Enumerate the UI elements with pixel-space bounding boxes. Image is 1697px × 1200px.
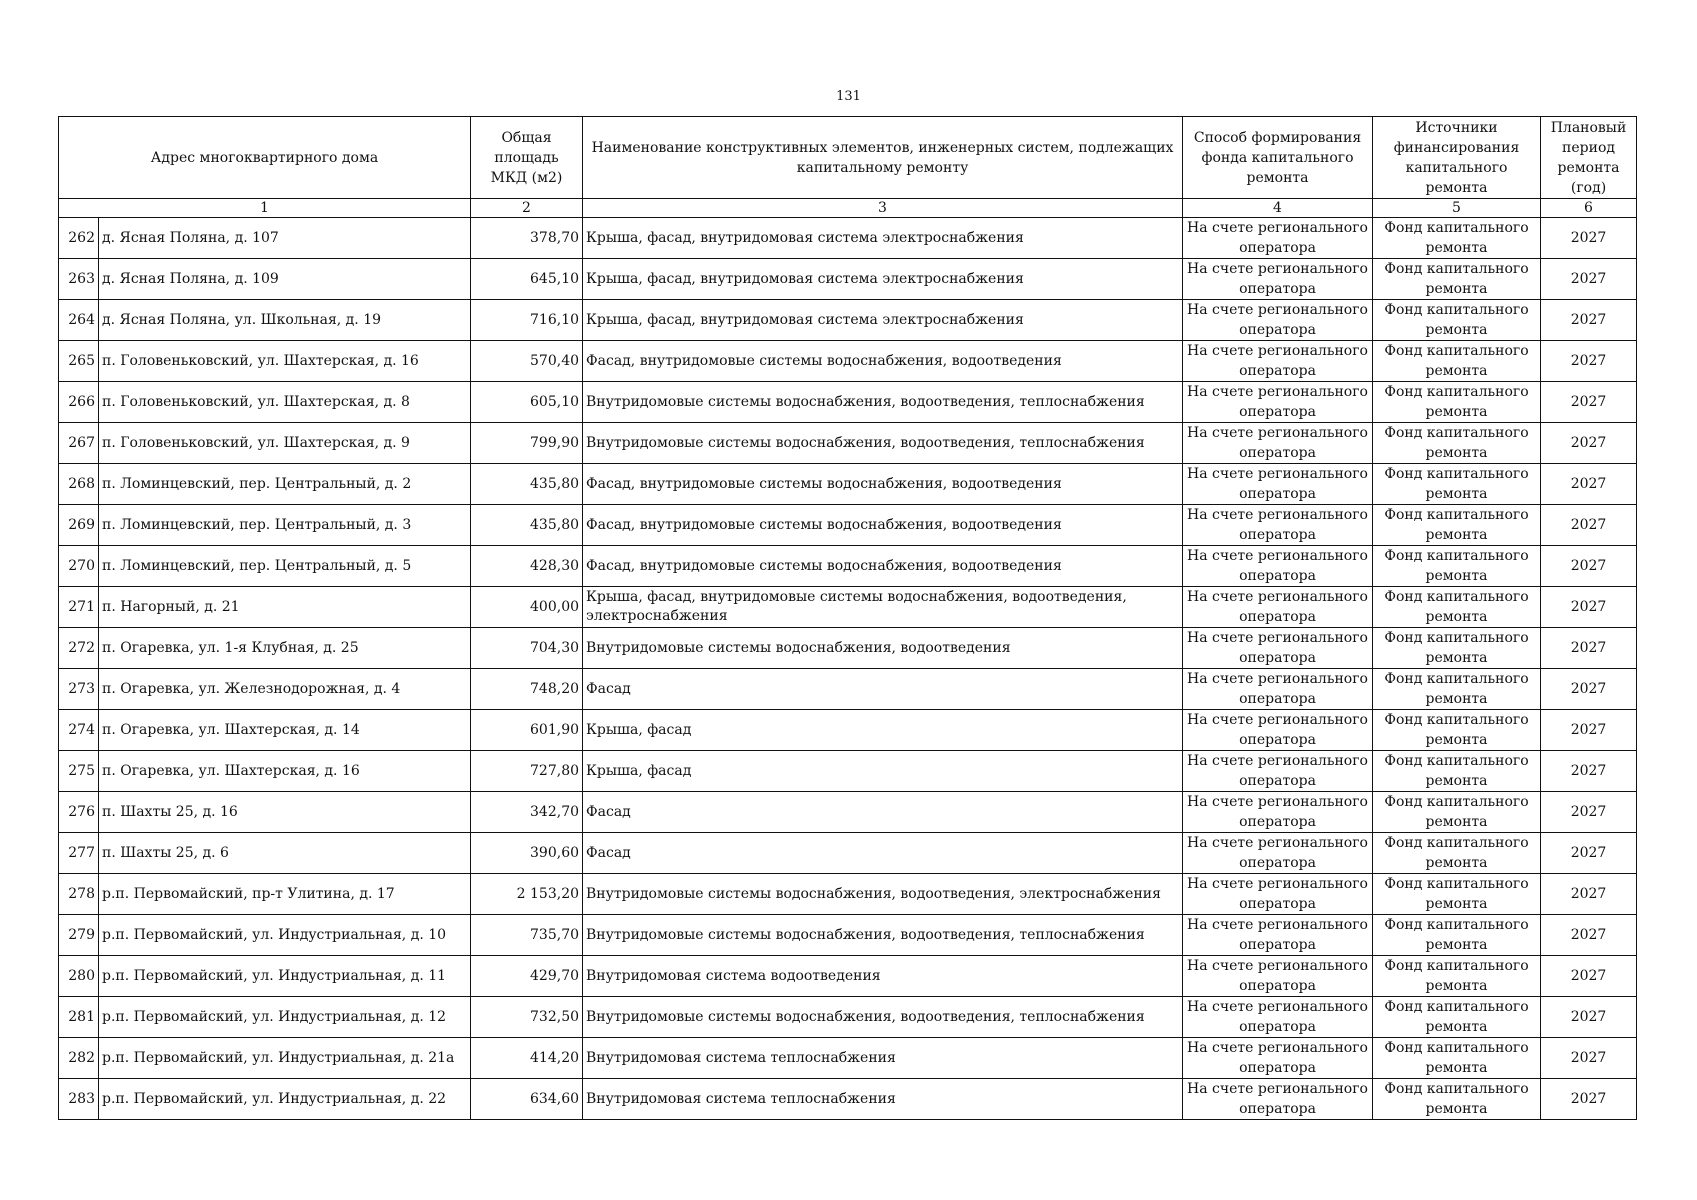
source-cell: Фонд капитального ремонта — [1373, 464, 1541, 505]
row-number: 269 — [59, 505, 99, 546]
elements-cell: Фасад — [583, 833, 1183, 874]
address-cell: р.п. Первомайский, ул. Индустриальная, д. 11 — [99, 956, 471, 997]
source-cell: Фонд капитального ремонта — [1373, 505, 1541, 546]
year-cell: 2027 — [1541, 587, 1637, 628]
elements-cell: Внутридомовые системы водоснабжения, водоотведения, электроснабжения — [583, 874, 1183, 915]
year-cell: 2027 — [1541, 546, 1637, 587]
year-cell: 2027 — [1541, 259, 1637, 300]
year-cell: 2027 — [1541, 464, 1637, 505]
year-cell: 2027 — [1541, 792, 1637, 833]
source-cell: Фонд капитального ремонта — [1373, 300, 1541, 341]
address-cell: д. Ясная Поляна, д. 107 — [99, 218, 471, 259]
row-number: 282 — [59, 1038, 99, 1079]
area-cell: 716,10 — [471, 300, 583, 341]
method-cell: На счете регионального оператора — [1183, 956, 1373, 997]
year-cell: 2027 — [1541, 915, 1637, 956]
table-row — [59, 628, 1637, 669]
address-cell: п. Головеньковский, ул. Шахтерская, д. 9 — [99, 423, 471, 464]
method-cell: На счете регионального оператора — [1183, 259, 1373, 300]
row-number: 273 — [59, 669, 99, 710]
address-cell: д. Ясная Поляна, д. 109 — [99, 259, 471, 300]
table-row — [59, 915, 1637, 956]
elements-cell: Внутридомовая система водоотведения — [583, 956, 1183, 997]
elements-cell: Крыша, фасад, внутридомовые системы водоснабжения, водоотведения, электроснабжения — [583, 587, 1183, 628]
elements-cell: Фасад, внутридомовые системы водоснабжения, водоотведения — [583, 546, 1183, 587]
area-cell: 435,80 — [471, 464, 583, 505]
year-cell: 2027 — [1541, 628, 1637, 669]
year-cell: 2027 — [1541, 751, 1637, 792]
address-cell: р.п. Первомайский, ул. Индустриальная, д. 10 — [99, 915, 471, 956]
row-number: 275 — [59, 751, 99, 792]
table-row — [59, 423, 1637, 464]
table-row — [59, 382, 1637, 423]
address-cell: п. Нагорный, д. 21 — [99, 587, 471, 628]
method-cell: На счете регионального оператора — [1183, 505, 1373, 546]
table-row — [59, 464, 1637, 505]
row-number: 281 — [59, 997, 99, 1038]
column-number: 3 — [583, 199, 1183, 218]
year-cell: 2027 — [1541, 956, 1637, 997]
table-row — [59, 710, 1637, 751]
year-cell: 2027 — [1541, 833, 1637, 874]
source-cell: Фонд капитального ремонта — [1373, 341, 1541, 382]
source-cell: Фонд капитального ремонта — [1373, 259, 1541, 300]
method-cell: На счете регионального оператора — [1183, 751, 1373, 792]
column-number: 6 — [1541, 199, 1637, 218]
table-body — [59, 218, 1637, 1120]
address-cell: п. Огаревка, ул. Шахтерская, д. 16 — [99, 751, 471, 792]
row-number: 271 — [59, 587, 99, 628]
table-row — [59, 218, 1637, 259]
row-number: 267 — [59, 423, 99, 464]
table-row — [59, 669, 1637, 710]
address-cell: р.п. Первомайский, ул. Индустриальная, д. 21а — [99, 1038, 471, 1079]
header-year: Плановый период ремонта (год) — [1541, 117, 1637, 199]
source-cell: Фонд капитального ремонта — [1373, 710, 1541, 751]
elements-cell: Крыша, фасад — [583, 710, 1183, 751]
address-cell: д. Ясная Поляна, ул. Школьная, д. 19 — [99, 300, 471, 341]
elements-cell: Фасад — [583, 792, 1183, 833]
address-cell: п. Головеньковский, ул. Шахтерская, д. 16 — [99, 341, 471, 382]
table-row — [59, 259, 1637, 300]
year-cell: 2027 — [1541, 669, 1637, 710]
area-cell: 428,30 — [471, 546, 583, 587]
year-cell: 2027 — [1541, 874, 1637, 915]
row-number: 270 — [59, 546, 99, 587]
row-number: 278 — [59, 874, 99, 915]
source-cell: Фонд капитального ремонта — [1373, 546, 1541, 587]
elements-cell: Внутридомовые системы водоснабжения, водоотведения, теплоснабжения — [583, 423, 1183, 464]
area-cell: 378,70 — [471, 218, 583, 259]
address-cell: р.п. Первомайский, ул. Индустриальная, д. 22 — [99, 1079, 471, 1120]
table-row — [59, 956, 1637, 997]
address-cell: р.п. Первомайский, пр-т Улитина, д. 17 — [99, 874, 471, 915]
area-cell: 400,00 — [471, 587, 583, 628]
source-cell: Фонд капитального ремонта — [1373, 628, 1541, 669]
address-cell: п. Ломинцевский, пер. Центральный, д. 3 — [99, 505, 471, 546]
row-number: 276 — [59, 792, 99, 833]
row-number: 279 — [59, 915, 99, 956]
table-row — [59, 587, 1637, 628]
table-row — [59, 751, 1637, 792]
area-cell: 2 153,20 — [471, 874, 583, 915]
method-cell: На счете регионального оператора — [1183, 341, 1373, 382]
address-cell: п. Огаревка, ул. Железнодорожная, д. 4 — [99, 669, 471, 710]
source-cell: Фонд капитального ремонта — [1373, 218, 1541, 259]
elements-cell: Фасад, внутридомовые системы водоснабжения, водоотведения — [583, 341, 1183, 382]
row-number: 274 — [59, 710, 99, 751]
method-cell: На счете регионального оператора — [1183, 833, 1373, 874]
column-number: 2 — [471, 199, 583, 218]
year-cell: 2027 — [1541, 218, 1637, 259]
header-area: Общая площадь МКД (м2) — [471, 117, 583, 199]
elements-cell: Крыша, фасад, внутридомовая система электроснабжения — [583, 259, 1183, 300]
address-cell: п. Шахты 25, д. 6 — [99, 833, 471, 874]
elements-cell: Внутридомовая система теплоснабжения — [583, 1079, 1183, 1120]
table-row — [59, 874, 1637, 915]
elements-cell: Внутридомовые системы водоснабжения, водоотведения, теплоснабжения — [583, 382, 1183, 423]
column-number: 5 — [1373, 199, 1541, 218]
elements-cell: Фасад, внутридомовые системы водоснабжения, водоотведения — [583, 464, 1183, 505]
year-cell: 2027 — [1541, 382, 1637, 423]
elements-cell: Крыша, фасад, внутридомовая система электроснабжения — [583, 300, 1183, 341]
area-cell: 435,80 — [471, 505, 583, 546]
column-number-row — [59, 199, 1637, 218]
table-row — [59, 997, 1637, 1038]
header-source: Источники финансирования капитального ремонта — [1373, 117, 1541, 199]
header-method: Способ формирования фонда капитального ремонта — [1183, 117, 1373, 199]
page-number: 131 — [836, 89, 861, 104]
source-cell: Фонд капитального ремонта — [1373, 382, 1541, 423]
method-cell: На счете регионального оператора — [1183, 710, 1373, 751]
header-elements: Наименование конструктивных элементов, инженерных систем, подлежащих капитальному ремонту — [583, 117, 1183, 199]
source-cell: Фонд капитального ремонта — [1373, 997, 1541, 1038]
area-cell: 601,90 — [471, 710, 583, 751]
table-row — [59, 833, 1637, 874]
area-cell: 799,90 — [471, 423, 583, 464]
row-number: 265 — [59, 341, 99, 382]
year-cell: 2027 — [1541, 423, 1637, 464]
row-number: 272 — [59, 628, 99, 669]
source-cell: Фонд капитального ремонта — [1373, 1038, 1541, 1079]
source-cell: Фонд капитального ремонта — [1373, 956, 1541, 997]
elements-cell: Внутридомовые системы водоснабжения, водоотведения, теплоснабжения — [583, 915, 1183, 956]
column-number: 4 — [1183, 199, 1373, 218]
address-cell: п. Огаревка, ул. 1-я Клубная, д. 25 — [99, 628, 471, 669]
method-cell: На счете регионального оператора — [1183, 915, 1373, 956]
method-cell: На счете регионального оператора — [1183, 1038, 1373, 1079]
area-cell: 735,70 — [471, 915, 583, 956]
method-cell: На счете регионального оператора — [1183, 587, 1373, 628]
table-row — [59, 792, 1637, 833]
table-row — [59, 1079, 1637, 1120]
area-cell: 634,60 — [471, 1079, 583, 1120]
method-cell: На счете регионального оператора — [1183, 1079, 1373, 1120]
row-number: 268 — [59, 464, 99, 505]
elements-cell: Внутридомовая система теплоснабжения — [583, 1038, 1183, 1079]
row-number: 266 — [59, 382, 99, 423]
row-number: 280 — [59, 956, 99, 997]
area-cell: 342,70 — [471, 792, 583, 833]
source-cell: Фонд капитального ремонта — [1373, 751, 1541, 792]
table-row — [59, 1038, 1637, 1079]
repair-register-table — [58, 116, 1637, 1120]
area-cell: 605,10 — [471, 382, 583, 423]
source-cell: Фонд капитального ремонта — [1373, 792, 1541, 833]
area-cell: 748,20 — [471, 669, 583, 710]
address-cell: п. Головеньковский, ул. Шахтерская, д. 8 — [99, 382, 471, 423]
method-cell: На счете регионального оператора — [1183, 423, 1373, 464]
area-cell: 429,70 — [471, 956, 583, 997]
elements-cell: Фасад, внутридомовые системы водоснабжения, водоотведения — [583, 505, 1183, 546]
area-cell: 732,50 — [471, 997, 583, 1038]
elements-cell: Крыша, фасад, внутридомовая система электроснабжения — [583, 218, 1183, 259]
area-cell: 414,20 — [471, 1038, 583, 1079]
row-number: 262 — [59, 218, 99, 259]
elements-cell: Внутридомовые системы водоснабжения, водоотведения, теплоснабжения — [583, 997, 1183, 1038]
table-row — [59, 546, 1637, 587]
year-cell: 2027 — [1541, 1079, 1637, 1120]
method-cell: На счете регионального оператора — [1183, 874, 1373, 915]
method-cell: На счете регионального оператора — [1183, 792, 1373, 833]
header-address: Адрес многоквартирного дома — [59, 117, 471, 199]
elements-cell: Фасад — [583, 669, 1183, 710]
table-row — [59, 341, 1637, 382]
elements-cell: Внутридомовые системы водоснабжения, водоотведения — [583, 628, 1183, 669]
column-number: 1 — [59, 199, 471, 218]
area-cell: 727,80 — [471, 751, 583, 792]
elements-cell: Крыша, фасад — [583, 751, 1183, 792]
year-cell: 2027 — [1541, 710, 1637, 751]
year-cell: 2027 — [1541, 300, 1637, 341]
year-cell: 2027 — [1541, 997, 1637, 1038]
method-cell: На счете регионального оператора — [1183, 997, 1373, 1038]
row-number: 283 — [59, 1079, 99, 1120]
area-cell: 390,60 — [471, 833, 583, 874]
row-number: 264 — [59, 300, 99, 341]
year-cell: 2027 — [1541, 505, 1637, 546]
method-cell: На счете регионального оператора — [1183, 382, 1373, 423]
area-cell: 704,30 — [471, 628, 583, 669]
source-cell: Фонд капитального ремонта — [1373, 587, 1541, 628]
year-cell: 2027 — [1541, 1038, 1637, 1079]
table-row — [59, 300, 1637, 341]
source-cell: Фонд капитального ремонта — [1373, 833, 1541, 874]
area-cell: 570,40 — [471, 341, 583, 382]
address-cell: п. Шахты 25, д. 16 — [99, 792, 471, 833]
row-number: 263 — [59, 259, 99, 300]
method-cell: На счете регионального оператора — [1183, 218, 1373, 259]
source-cell: Фонд капитального ремонта — [1373, 874, 1541, 915]
address-cell: п. Огаревка, ул. Шахтерская, д. 14 — [99, 710, 471, 751]
header-row — [59, 117, 1637, 199]
method-cell: На счете регионального оператора — [1183, 669, 1373, 710]
source-cell: Фонд капитального ремонта — [1373, 915, 1541, 956]
method-cell: На счете регионального оператора — [1183, 628, 1373, 669]
address-cell: п. Ломинцевский, пер. Центральный, д. 2 — [99, 464, 471, 505]
table-row — [59, 505, 1637, 546]
year-cell: 2027 — [1541, 341, 1637, 382]
row-number: 277 — [59, 833, 99, 874]
method-cell: На счете регионального оператора — [1183, 300, 1373, 341]
address-cell: р.п. Первомайский, ул. Индустриальная, д. 12 — [99, 997, 471, 1038]
source-cell: Фонд капитального ремонта — [1373, 1079, 1541, 1120]
source-cell: Фонд капитального ремонта — [1373, 423, 1541, 464]
address-cell: п. Ломинцевский, пер. Центральный, д. 5 — [99, 546, 471, 587]
method-cell: На счете регионального оператора — [1183, 464, 1373, 505]
area-cell: 645,10 — [471, 259, 583, 300]
method-cell: На счете регионального оператора — [1183, 546, 1373, 587]
source-cell: Фонд капитального ремонта — [1373, 669, 1541, 710]
